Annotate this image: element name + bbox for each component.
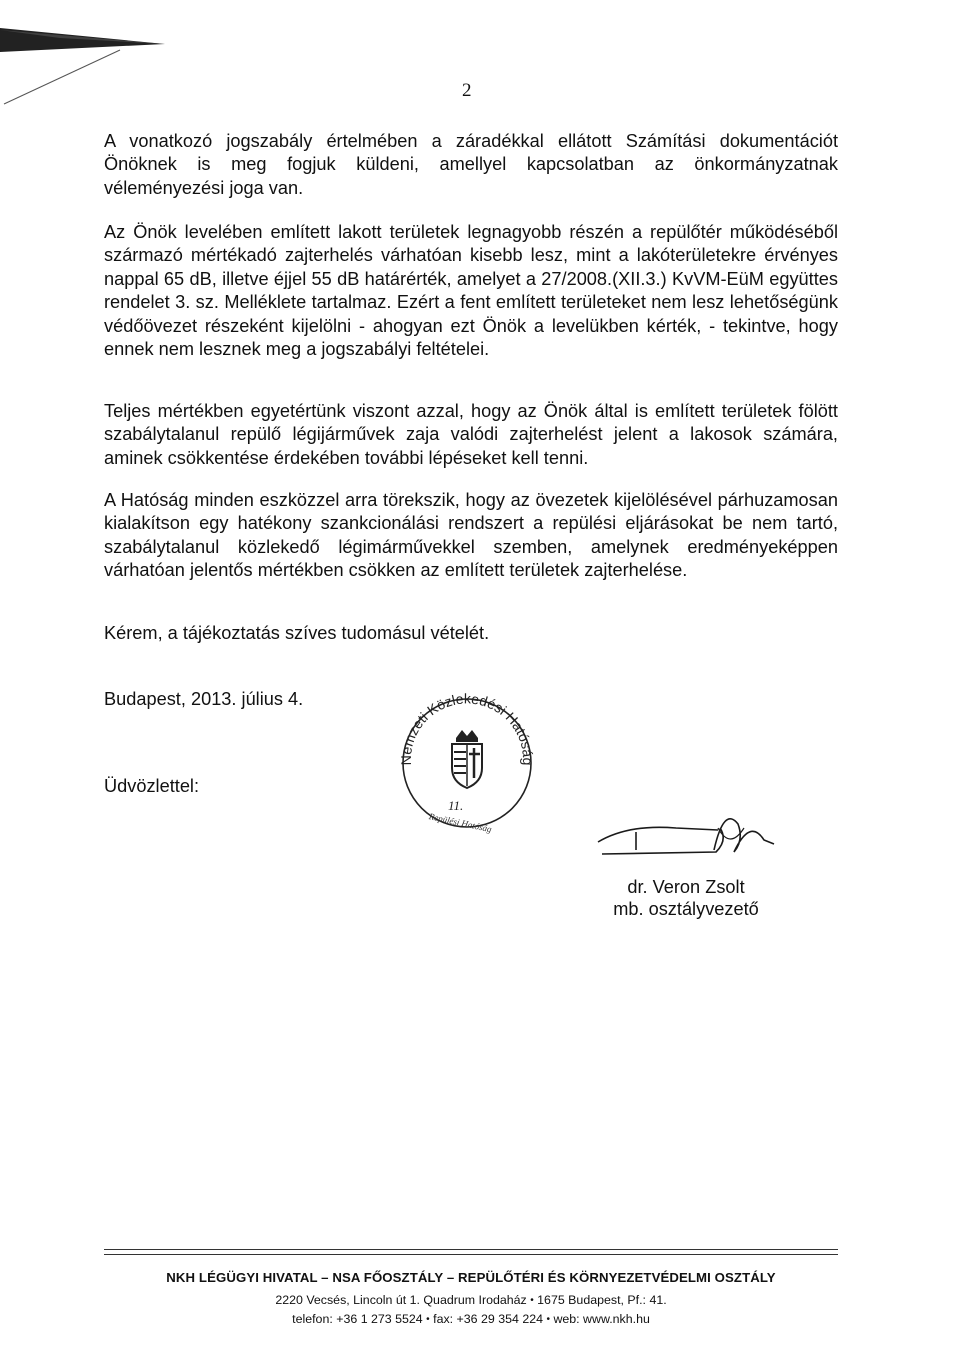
scan-edge-mark (0, 0, 170, 110)
bullet-icon: • (546, 1314, 550, 1325)
paragraph-closing: Kérem, a tájékoztatás szíves tudomásul vételét. (104, 623, 490, 643)
paragraph-noise-limits: Az Önök levelében említett lakott területek legnagyobb részén a repülőtér működéséből származó mértékadó zajterhelés várhatóan kisebb lesz, mint a lakóterületekre érvényes nappal 65 dB, illetve éjjel 55 dB határérték, amelyet a 27/2008.(XII.3.) KvVM-EüM együttes rendelet 3. sz. Melléklete tartalmaz. Ezért a fent említett területeket nem lesz lehetőségünk védőövezet részeként kijelölni - ahogyan ezt Önök a levelükben kérték, - tekintve, hogy ennek nem lesznek meg a jogszabályi feltételei. (104, 222, 838, 360)
coat-of-arms-icon (452, 730, 482, 788)
official-stamp (392, 688, 542, 838)
footer-rule-bottom (104, 1254, 838, 1255)
page-number: 2 (462, 80, 472, 101)
bullet-icon: • (426, 1314, 430, 1325)
footer-street: 2220 Vecsés, Lincoln út 1. Quadrum Irodaház (275, 1293, 527, 1307)
signer-block (596, 876, 776, 920)
footer-fax: fax: +36 29 354 224 (433, 1312, 544, 1326)
signer-name: dr. Veron Zsolt (627, 877, 745, 897)
stamp-number: 11. (448, 798, 464, 813)
footer-org: NKH LÉGÜGYI HIVATAL – NSA FŐOSZTÁLY – REPÜLŐTÉRI ÉS KÖRNYEZETVÉDELMI OSZTÁLY (166, 1270, 776, 1285)
paragraph-documentation: A vonatkozó jogszabály értelmében a záradékkal ellátott Számítási dokumentációt Önöknek is meg fogjuk küldeni, amellyel kapcsolatban az önkormányzatnak véleményezési joga van. (104, 131, 838, 198)
paragraph-agreement: Teljes mértékben egyetértünk viszont azzal, hogy az Önök által is említett területek fölött szabálytalanul repülő légijárművek zaja valódi zajterhelést jelent a lakosok számára, aminek csökkentése érdekében további lépéseket kell tenni. (104, 401, 838, 468)
signature (588, 800, 778, 870)
signer-title: mb. osztályvezető (613, 899, 759, 919)
city-date: Budapest, 2013. július 4. (104, 689, 304, 709)
footer-web[interactable]: web: www.nkh.hu (553, 1312, 650, 1326)
stamp-ring-text: Nemzeti Közlekedési Hatóság (397, 690, 537, 766)
footer-phone: telefon: +36 1 273 5524 (292, 1312, 423, 1326)
footer-contacts (104, 1312, 838, 1326)
footer-address (104, 1293, 838, 1307)
footer-po-box: 1675 Budapest, Pf.: 41. (537, 1293, 667, 1307)
bullet-icon: • (530, 1295, 534, 1306)
greeting: Üdvözlettel: (104, 776, 200, 796)
paragraph-sanctions: A Hatóság minden eszközzel arra törekszik, hogy az övezetek kijelölésével párhuzamosan kialakítson egy hatékony szankcionálási rendszert a repülési eljárásokat be nem tartó, szabálytalanul közlekedő légimárművekkel szemben, amelynek eredményeképpen várhatóan jelentős mértékben csökken az említett területek zajterhelése. (104, 490, 838, 581)
stamp-handwriting: Repülési Hatóság (428, 811, 493, 835)
footer-rule-top (104, 1249, 838, 1250)
